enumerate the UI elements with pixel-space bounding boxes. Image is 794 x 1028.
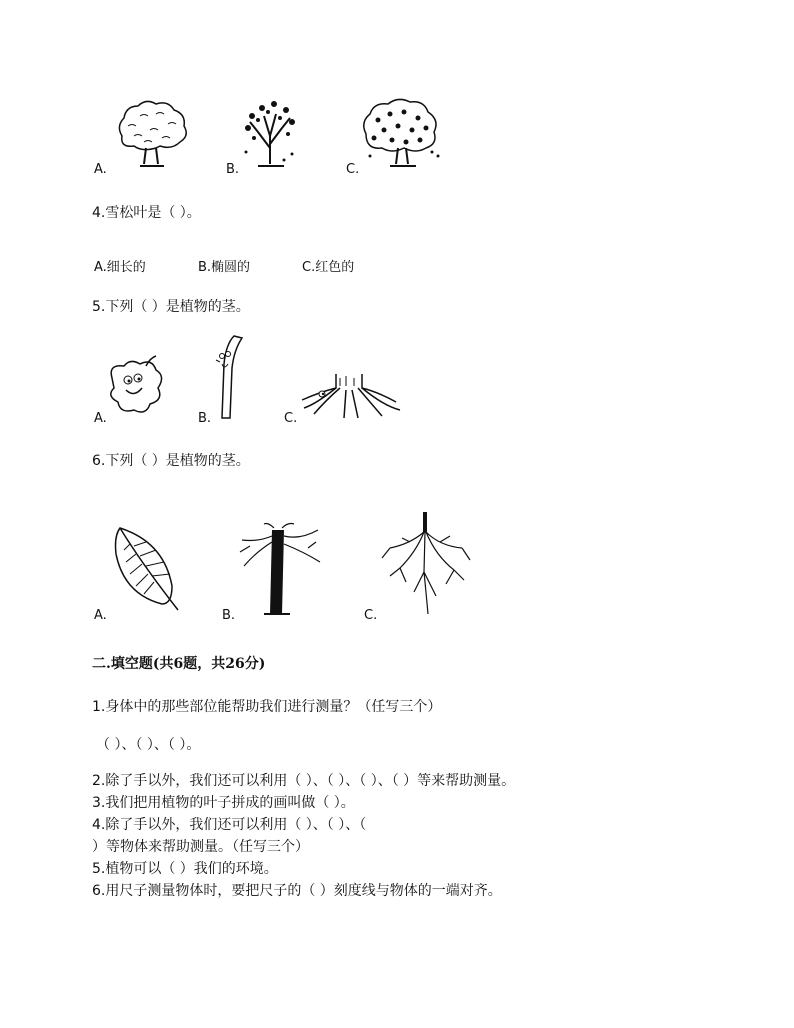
q5-question: 5.下列（ ）是植物的茎。 bbox=[92, 299, 250, 315]
stem-image bbox=[238, 522, 324, 618]
s2-q5[interactable]: 5.植物可以（ ）我们的环境。 bbox=[92, 861, 278, 877]
s2-q2[interactable]: 2.除了手以外，我们还可以利用（ ）、（ ）、（ ）、（ ）等来帮助测量。 bbox=[92, 773, 516, 789]
q3-option-c[interactable]: C. bbox=[346, 162, 360, 177]
tree-c-image bbox=[358, 96, 442, 171]
leaf-image bbox=[112, 524, 182, 612]
q4-question: 4.雪松叶是（ ）。 bbox=[92, 205, 201, 221]
s2-q3[interactable]: 3.我们把用植物的叶子拼成的画叫做（ ）。 bbox=[92, 795, 355, 811]
q4-option-c[interactable]: C.红色的 bbox=[302, 260, 355, 275]
cartoon-stem-image bbox=[208, 334, 244, 420]
q3-option-b[interactable]: B. bbox=[226, 162, 240, 177]
q6-option-b[interactable]: B. bbox=[222, 608, 236, 623]
s2-q1: 1.身体中的那些部位能帮助我们进行测量？（任写三个） bbox=[92, 699, 442, 715]
cartoon-roots-image bbox=[296, 374, 402, 420]
s2-q4-line1[interactable]: 4.除了手以外，我们还可以利用（ ）、（ ）、（ bbox=[92, 817, 367, 833]
root-image bbox=[380, 512, 472, 616]
cartoon-leaf-image bbox=[106, 356, 168, 418]
q5-option-a[interactable]: A. bbox=[94, 411, 107, 426]
q3-option-a[interactable]: A. bbox=[94, 162, 107, 177]
q4-option-a[interactable]: A.细长的 bbox=[94, 260, 146, 275]
section2-title: 二.填空题(共6题，共26分) bbox=[92, 656, 266, 672]
tree-b-image bbox=[240, 96, 300, 171]
s2-q1-blanks[interactable]: （ ）、（ ）、（ ）。 bbox=[96, 737, 201, 753]
q5-option-c[interactable]: C. bbox=[284, 411, 298, 426]
q4-option-b[interactable]: B.椭圆的 bbox=[198, 260, 251, 275]
s2-q4-line2[interactable]: ）等物体来帮助测量。（任写三个） bbox=[92, 839, 309, 855]
q6-question: 6.下列（ ）是植物的茎。 bbox=[92, 453, 250, 469]
q5-option-b[interactable]: B. bbox=[198, 411, 212, 426]
q6-option-a[interactable]: A. bbox=[94, 608, 107, 623]
s2-q6[interactable]: 6.用尺子测量物体时，要把尺子的（ ）刻度线与物体的一端对齐。 bbox=[92, 883, 502, 899]
tree-a-image bbox=[112, 96, 192, 171]
q6-option-c[interactable]: C. bbox=[364, 608, 378, 623]
